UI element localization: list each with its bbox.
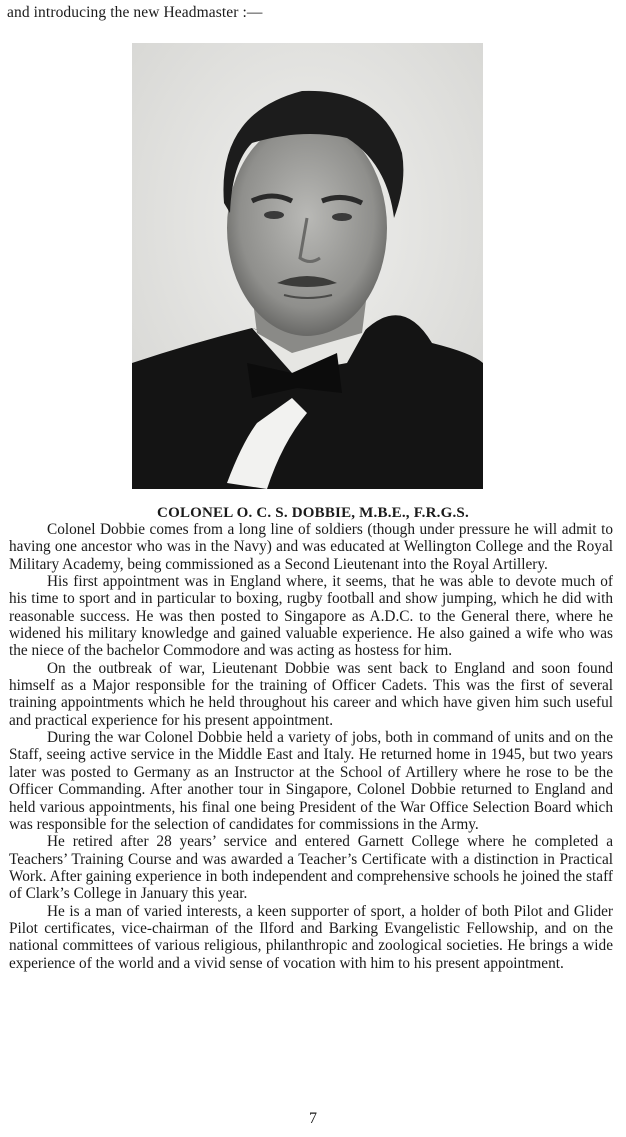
portrait-image	[132, 43, 483, 489]
article-title: COLONEL O. C. S. DOBBIE, M.B.E., F.R.G.S.	[157, 505, 469, 521]
paragraph-outbreak-of-war: On the outbreak of war, Lieutenant Dobbie was sent back to England and soon found himself as a Major responsible for the training of Officer Cadets. This was the first of several training appointments which he held throughout his career and which have given him such useful and practical experience for his present appointment.	[9, 659, 613, 729]
paragraph-interests: He is a man of varied interests, a keen supporter of sport, a holder of both Pilot and Glider Pilot certificates, vice-chairman of the Ilford and Barking Evangelistic Fellowship, and on the national committees of various religious, philanthropic and zoological societies. He brings a wide experience of the world and a vivid sense of vocation with him to his present appointment.	[9, 902, 613, 972]
paragraph-first-appointment: His first appointment was in England where, it seems, that he was able to devote much of his time to sport and in particular to boxing, rugby football and show jumping, which he did with reasonable success. He was then posted to Singapore as A.D.C. to the General there, where he widened his military knowledge and gained valuable experience. He also gained a wife who was the niece of the bachelor Commodore and was acting as hostess for him.	[9, 573, 613, 660]
portrait-photo	[132, 43, 483, 489]
paragraph-during-war: During the war Colonel Dobbie held a variety of jobs, both in command of units and on the Staff, seeing active service in the Middle East and Italy. He returned home in 1945, but two years later was posted to Germany as an Instructor at the School of Artillery where he rose to be the Officer Commanding. After another tour in Singapore, Colonel Dobbie returned to England and held various appointments, his final one being President of the War Office Selection Board which was responsible for the selection of candidates for commissions in the Army.	[9, 729, 613, 833]
article-body	[9, 521, 613, 972]
paragraph-ancestry: Colonel Dobbie comes from a long line of soldiers (though under pressure he will admit to having one ancestor who was in the Navy) and was educated at Wellington College and the Royal Military Academy, being commissioned as a Second Lieutenant into the Royal Artillery.	[9, 521, 613, 573]
paragraph-retirement: He retired after 28 years’ service and entered Garnett College where he completed a Teachers’ Training Course and was awarded a Teacher’s Certificate with a distinction in Practical Work. After gaining experience in both independent and comprehensive schools he joined the staff of Clark’s College in January this year.	[9, 833, 613, 903]
intro-line: and introducing the new Headmaster :—	[7, 4, 263, 21]
page-number: 7	[309, 1110, 317, 1127]
